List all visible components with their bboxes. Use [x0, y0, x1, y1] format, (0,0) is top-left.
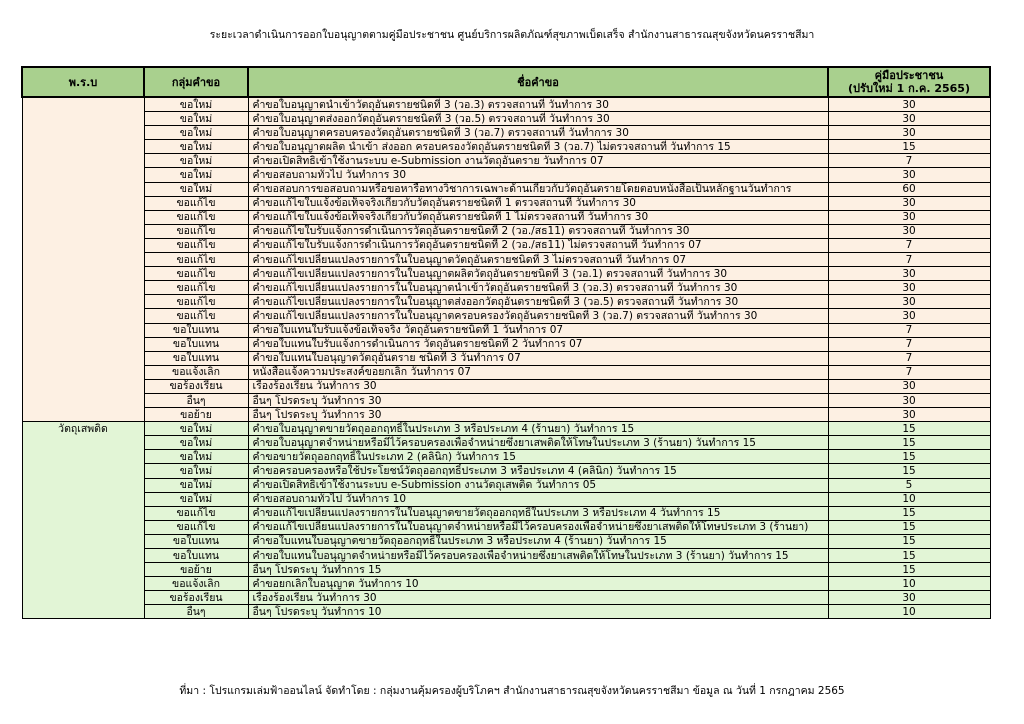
group-cell: ขอใบแทน	[144, 323, 248, 337]
table-row	[22, 210, 990, 224]
table-row	[22, 534, 990, 548]
header-days-line2: (ปรับใหม่ 1 ก.ค. 2565)	[848, 82, 970, 95]
group-cell: ขอแก้ไข	[144, 253, 248, 267]
request-name-cell: อื่นๆ โปรดระบุ วันทำการ 15	[248, 563, 828, 577]
days-cell: 15	[828, 450, 990, 464]
request-name-cell: คำขอแก้ไขเปลี่ยนแปลงรายการในใบอนุญาตขายวัตถุออกฤทธิ์ในประเภท 3 หรือประเภท 4 วันทำการ 15	[248, 506, 828, 520]
days-cell: 7	[828, 365, 990, 379]
group-cell: ขอใหม่	[144, 126, 248, 140]
days-cell: 30	[828, 408, 990, 422]
table-row	[22, 506, 990, 520]
table-row	[22, 492, 990, 506]
request-name-cell: คำขอยกเลิกใบอนุญาต วันทำการ 10	[248, 577, 828, 591]
request-name-cell: คำขอใบอนุญาตครอบครองวัตถุอันตรายชนิดที่ 3 (วอ.7) ตรวจสถานที่ วันทำการ 30	[248, 126, 828, 140]
group-cell: ขอร้องเรียน	[144, 591, 248, 605]
group-cell: ขอแจ้งเลิก	[144, 577, 248, 591]
days-cell: 30	[828, 281, 990, 295]
days-cell: 60	[828, 182, 990, 196]
group-cell: ขอแจ้งเลิก	[144, 365, 248, 379]
days-cell: 10	[828, 577, 990, 591]
table-row	[22, 365, 990, 379]
group-cell: ขอใบแทน	[144, 534, 248, 548]
table-row	[22, 140, 990, 154]
table-row	[22, 393, 990, 407]
group-cell: ขอแก้ไข	[144, 281, 248, 295]
days-cell: 30	[828, 126, 990, 140]
request-name-cell: คำขอแก้ไขใบแจ้งข้อเท็จจริงเกี่ยวกับวัตถุอันตรายชนิดที่ 1 ไม่ตรวจสถานที่ วันทำการ 30	[248, 210, 828, 224]
group-cell: ขอใหม่	[144, 436, 248, 450]
act-cell: วัตถุเสพติด	[22, 422, 144, 619]
request-name-cell: คำขอแก้ไขเปลี่ยนแปลงรายการในใบอนุญาตครอบครองวัตถุอันตรายชนิดที่ 3 (วอ.7) ตรวจสถานที่ วันทำการ 30	[248, 309, 828, 323]
request-name-cell: คำขอใบแทนใบอนุญาตขายวัตถุออกฤทธิ์ในประเภท 3 หรือประเภท 4 (ร้านยา) วันทำการ 15	[248, 534, 828, 548]
request-name-cell: คำขอแก้ไขใบรับแจ้งการดำเนินการวัตถุอันตรายชนิดที่ 2 (วอ./สธ11) ไม่ตรวจสถานที่ วันทำการ 07	[248, 238, 828, 252]
days-cell: 10	[828, 605, 990, 619]
days-cell: 7	[828, 351, 990, 365]
group-cell: ขอใหม่	[144, 140, 248, 154]
request-name-cell: คำขอแก้ไขเปลี่ยนแปลงรายการในใบอนุญาตวัตถุอันตรายชนิดที่ 3 ไม่ตรวจสถานที่ วันทำการ 07	[248, 253, 828, 267]
request-name-cell: คำขอใบอนุญาตส่งออกวัตถุอันตรายชนิดที่ 3 (วอ.5) ตรวจสถานที่ วันทำการ 30	[248, 112, 828, 126]
days-cell: 30	[828, 309, 990, 323]
group-cell: ขอร้องเรียน	[144, 379, 248, 393]
group-cell: ขอใหม่	[144, 478, 248, 492]
days-cell: 30	[828, 379, 990, 393]
table-row	[22, 295, 990, 309]
table-row	[22, 126, 990, 140]
request-name-cell: คำขอใบอนุญาตผลิต นำเข้า ส่งออก ครอบครองวัตถุอันตรายชนิดที่ 3 (วอ.7) ไม่ตรวจสถานที่ วันทำการ 15	[248, 140, 828, 154]
days-cell: 15	[828, 549, 990, 563]
group-cell: ขอใหม่	[144, 450, 248, 464]
days-cell: 15	[828, 534, 990, 548]
request-name-cell: คำขอใบแทนใบรับแจ้งการดำเนินการ วัตถุอันตรายชนิดที่ 2 วันทำการ 07	[248, 337, 828, 351]
table-row	[22, 520, 990, 534]
days-cell: 7	[828, 154, 990, 168]
days-cell: 30	[828, 168, 990, 182]
request-name-cell: อื่นๆ โปรดระบุ วันทำการ 30	[248, 393, 828, 407]
days-cell: 7	[828, 337, 990, 351]
source-footer: ที่มา : โปรแกรมเล่มฟ้าออนไลน์ จัดทำโดย : กลุ่มงานคุ้มครองผู้บริโภคฯ สำนักงานสาธารณสุขจังหวัดนครราชสีมา ข้อมูล ณ วันที่ 1 กรกฎาคม 2565	[179, 685, 845, 697]
request-name-cell: คำขอสอบถามทั่วไป วันทำการ 30	[248, 168, 828, 182]
table-row	[22, 323, 990, 337]
table-row	[22, 238, 990, 252]
header-group: กลุ่มคำขอ	[144, 67, 248, 97]
request-name-cell: คำขอแก้ไขเปลี่ยนแปลงรายการในใบอนุญาตผลิตวัตถุอันตรายชนิดที่ 3 (วอ.1) ตรวจสถานที่ วันทำการ 30	[248, 267, 828, 281]
table-row	[22, 379, 990, 393]
group-cell: ขอใบแทน	[144, 549, 248, 563]
header-act: พ.ร.บ	[22, 67, 144, 97]
days-cell: 10	[828, 492, 990, 506]
request-name-cell: คำขอเปิดสิทธิเข้าใช้งานระบบ e-Submission งานวัตถุเสพติด วันทำการ 05	[248, 478, 828, 492]
group-cell: ขอแก้ไข	[144, 295, 248, 309]
table-row	[22, 112, 990, 126]
days-cell: 15	[828, 422, 990, 436]
header-name: ชื่อคำขอ	[248, 67, 828, 97]
request-name-cell: คำขอใบอนุญาตจำหน่ายหรือมีไว้ครอบครองเพื่อจำหน่ายซึ่งยาเสพติดให้โทษในประเภท 3 (ร้านยา) วันทำการ 15	[248, 436, 828, 450]
table-header-row	[22, 67, 990, 97]
request-name-cell: เรื่องร้องเรียน วันทำการ 30	[248, 591, 828, 605]
request-name-cell: คำขอแก้ไขเปลี่ยนแปลงรายการในใบอนุญาตจำหน่ายหรือมีไว้ครอบครองเพื่อจำหน่ายซึ่งยาเสพติดให้โทษประเภท 3 (ร้านยา)	[248, 520, 828, 534]
request-name-cell: คำขอใบอนุญาตนำเข้าวัตถุอันตรายชนิดที่ 3 (วอ.3) ตรวจสถานที่ วันทำการ 30	[248, 97, 828, 112]
table-row	[22, 577, 990, 591]
group-cell: ขอแก้ไข	[144, 196, 248, 210]
request-name-cell: คำขอแก้ไขใบแจ้งข้อเท็จจริงเกี่ยวกับวัตถุอันตรายชนิดที่ 1 ตรวจสถานที่ วันทำการ 30	[248, 196, 828, 210]
days-cell: 15	[828, 464, 990, 478]
group-cell: ขอแก้ไข	[144, 520, 248, 534]
request-name-cell: คำขอสอบถามทั่วไป วันทำการ 10	[248, 492, 828, 506]
group-cell: ขอย้าย	[144, 563, 248, 577]
table-row	[22, 436, 990, 450]
days-cell: 15	[828, 436, 990, 450]
request-name-cell: เรื่องร้องเรียน วันทำการ 30	[248, 379, 828, 393]
days-cell: 30	[828, 224, 990, 238]
table-row	[22, 154, 990, 168]
group-cell: อื่นๆ	[144, 393, 248, 407]
request-name-cell: หนังสือแจ้งความประสงค์ขอยกเลิก วันทำการ 07	[248, 365, 828, 379]
days-cell: 7	[828, 323, 990, 337]
table-body	[22, 97, 990, 619]
table-row	[22, 168, 990, 182]
request-name-cell: อื่นๆ โปรดระบุ วันทำการ 10	[248, 605, 828, 619]
group-cell: ขอแก้ไข	[144, 506, 248, 520]
group-cell: อื่นๆ	[144, 605, 248, 619]
table-row	[22, 253, 990, 267]
group-cell: ขอใบแทน	[144, 351, 248, 365]
request-name-cell: คำขอใบแทนใบอนุญาตวัตถุอันตราย ชนิดที่ 3 วันทำการ 07	[248, 351, 828, 365]
table-row	[22, 591, 990, 605]
table-row	[22, 224, 990, 238]
header-days-line1: คู่มือประชาชน	[874, 69, 944, 82]
table-row	[22, 97, 990, 112]
table-row	[22, 408, 990, 422]
group-cell: ขอแก้ไข	[144, 309, 248, 323]
group-cell: ขอใหม่	[144, 464, 248, 478]
group-cell: ขอใบแทน	[144, 337, 248, 351]
group-cell: ขอแก้ไข	[144, 210, 248, 224]
request-name-cell: คำขอครอบครองหรือใช้ประโยชน์วัตถุออกฤทธิ์ประเภท 3 หรือประเภท 4 (คลินิก) วันทำการ 15	[248, 464, 828, 478]
days-cell: 15	[828, 520, 990, 534]
request-name-cell: อื่นๆ โปรดระบุ วันทำการ 30	[248, 408, 828, 422]
days-cell: 5	[828, 478, 990, 492]
table-row	[22, 182, 990, 196]
group-cell: ขอใหม่	[144, 154, 248, 168]
group-cell: ขอใหม่	[144, 168, 248, 182]
header-days	[828, 67, 990, 97]
days-cell: 30	[828, 97, 990, 112]
group-cell: ขอใหม่	[144, 97, 248, 112]
group-cell: ขอใหม่	[144, 182, 248, 196]
group-cell: ขอแก้ไข	[144, 238, 248, 252]
group-cell: ขอใหม่	[144, 492, 248, 506]
table-row	[22, 351, 990, 365]
table-row	[22, 450, 990, 464]
days-cell: 15	[828, 563, 990, 577]
days-cell: 30	[828, 393, 990, 407]
table-row	[22, 337, 990, 351]
document-title: ระยะเวลาดำเนินการออกใบอนุญาตตามคู่มือประชาชน ศูนย์บริการผลิตภัณฑ์สุขภาพเบ็ดเสร็จ สำนักงานสาธารณสุขจังหวัดนครราชสีมา	[209, 29, 815, 41]
act-cell	[22, 97, 144, 422]
days-cell: 7	[828, 253, 990, 267]
table-row	[22, 309, 990, 323]
table-row	[22, 196, 990, 210]
table-row	[22, 464, 990, 478]
group-cell: ขอแก้ไข	[144, 267, 248, 281]
days-cell: 30	[828, 591, 990, 605]
request-name-cell: คำขอเปิดสิทธิเข้าใช้งานระบบ e-Submission งานวัตถุอันตราย วันทำการ 07	[248, 154, 828, 168]
request-name-cell: คำขอใบแทนใบอนุญาตจำหน่ายหรือมีไว้ครอบครองเพื่อจำหน่ายซึ่งยาเสพติดให้โทษในประเภท 3 (ร้านยา) วันทำการ 15	[248, 549, 828, 563]
request-name-cell: คำขอขายวัตถุออกฤทธิ์ในประเภท 2 (คลินิก) วันทำการ 15	[248, 450, 828, 464]
days-cell: 15	[828, 506, 990, 520]
table-row	[22, 281, 990, 295]
request-name-cell: คำขอแก้ไขใบรับแจ้งการดำเนินการวัตถุอันตรายชนิดที่ 2 (วอ./สธ11) ตรวจสถานที่ วันทำการ 30	[248, 224, 828, 238]
request-name-cell: คำขอใบแทนใบรับแจ้งข้อเท็จจริง วัตถุอันตรายชนิดที่ 1 วันทำการ 07	[248, 323, 828, 337]
table-row	[22, 563, 990, 577]
days-cell: 7	[828, 238, 990, 252]
table-row	[22, 267, 990, 281]
days-cell: 30	[828, 295, 990, 309]
days-cell: 30	[828, 196, 990, 210]
group-cell: ขอใหม่	[144, 112, 248, 126]
request-name-cell: คำขอสอบการขอสอบถามหรือขอหารือทางวิชาการเฉพาะด้านเกี่ยวกับวัตถุอันตรายโดยตอบหนังสือเป็นหลักฐานวันทำการ	[248, 182, 828, 196]
request-name-cell: คำขอใบอนุญาตขายวัตถุออกฤทธิ์ในประเภท 3 หรือประเภท 4 (ร้านยา) วันทำการ 15	[248, 422, 828, 436]
request-name-cell: คำขอแก้ไขเปลี่ยนแปลงรายการในใบอนุญาตส่งออกวัตถุอันตรายชนิดที่ 3 (วอ.5) ตรวจสถานที่ วันทำการ 30	[248, 295, 828, 309]
days-cell: 30	[828, 210, 990, 224]
table-row	[22, 478, 990, 492]
group-cell: ขอแก้ไข	[144, 224, 248, 238]
table-row	[22, 605, 990, 619]
days-cell: 30	[828, 267, 990, 281]
days-cell: 30	[828, 112, 990, 126]
table-row	[22, 422, 990, 436]
license-duration-table	[21, 66, 991, 619]
table-row	[22, 549, 990, 563]
days-cell: 15	[828, 140, 990, 154]
group-cell: ขอย้าย	[144, 408, 248, 422]
group-cell: ขอใหม่	[144, 422, 248, 436]
request-name-cell: คำขอแก้ไขเปลี่ยนแปลงรายการในใบอนุญาตนำเข้าวัตถุอันตรายชนิดที่ 3 (วอ.3) ตรวจสถานที่ วันทำการ 30	[248, 281, 828, 295]
